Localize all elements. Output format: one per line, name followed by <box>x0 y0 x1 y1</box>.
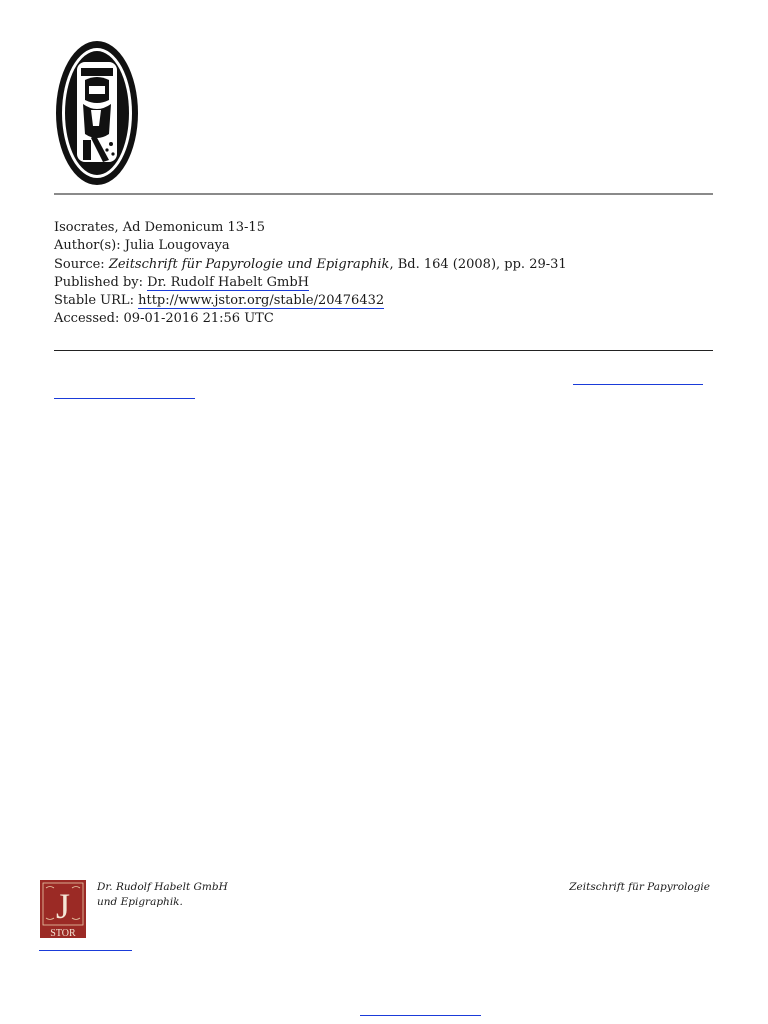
authors-label: Author(s): <box>54 238 121 254</box>
jstor-logo-text: STOR <box>50 928 76 938</box>
source-label: Source: <box>54 256 105 272</box>
stable-url-line <box>54 292 714 310</box>
footer-left-text <box>97 880 337 910</box>
accessed-value: 09-01-2016 21:56 UTC <box>123 311 274 327</box>
published-by-label: Published by: <box>54 274 143 290</box>
article-title: Isocrates, Ad Demonicum 13-15 <box>54 220 265 235</box>
authors-value: Julia Lougovaya <box>124 238 230 254</box>
hidden-link-underline[interactable] <box>360 1015 481 1016</box>
hidden-link-underline[interactable] <box>54 398 195 399</box>
hidden-link-underline[interactable] <box>573 384 703 385</box>
publisher-link[interactable]: Dr. Rudolf Habelt GmbH <box>147 274 310 290</box>
footer-right-text: Zeitschrift für Papyrologie <box>569 881 710 893</box>
stable-url-label: Stable URL: <box>54 293 134 309</box>
footer-left-line-1: Dr. Rudolf Habelt GmbH <box>97 881 228 893</box>
authors-line <box>54 237 714 255</box>
source-details: , Bd. 164 (2008), pp. 29-31 <box>389 256 567 272</box>
publisher-seal-icon <box>55 40 139 186</box>
top-divider <box>54 193 713 195</box>
footer-left-line-2: und Epigraphik. <box>97 896 183 908</box>
accessed-label: Accessed: <box>54 311 120 327</box>
accessed-line <box>54 310 714 328</box>
citation-metadata <box>54 219 714 329</box>
source-journal: Zeitschrift für Papyrologie und Epigraphik <box>108 256 390 272</box>
source-line <box>54 256 714 274</box>
hidden-link-underline[interactable] <box>39 950 132 951</box>
bottom-divider <box>54 350 713 351</box>
stable-url-link[interactable]: http://www.jstor.org/stable/20476432 <box>138 293 385 309</box>
publisher-line <box>54 274 714 292</box>
jstor-logo-icon <box>40 880 86 938</box>
jstor-logo-letter: J <box>55 886 71 926</box>
